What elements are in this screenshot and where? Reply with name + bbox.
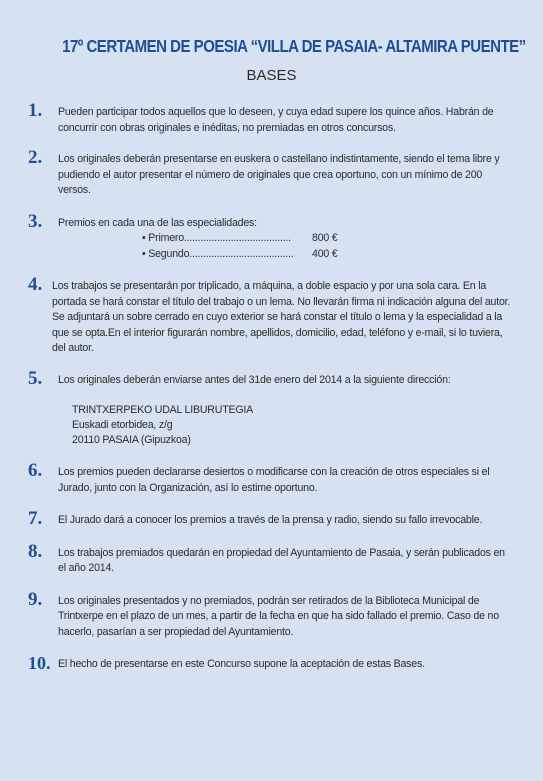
address-line: TRINTXERPEKO UDAL LIBURUTEGIA	[72, 404, 253, 416]
address-line: 20110 PASAIA (Gipuzkoa)	[72, 434, 191, 446]
rule-text: El hecho de presentarse en este Concurso supone la aceptación de estas Bases.	[58, 658, 425, 670]
rule-text: Los originales presentados y no premiados, podrán ser retirados de la Biblioteca Municipal de Trintxerpe en el plazo de un mes, a partir de la fecha en que ha sido fallado el premio. Caso de no hacerlo, pasarían a ser propiedad del Ayuntamiento.	[58, 594, 499, 638]
prize-amount: 400 €	[312, 247, 338, 260]
rule-number: 10.	[28, 653, 51, 673]
rule-number: 5.	[28, 367, 43, 389]
rule-text: Pueden participar todos aquellos que lo deseen, y cuya edad supere los quince años. Habrán de concurrir con obras originales e inéditas, no premiadas en otros concursos.	[58, 106, 494, 134]
rule-4	[28, 274, 515, 357]
rule-text: El Jurado dará a conocer los premios a través de la prensa y radio, siendo su fallo irrevocable.	[58, 514, 483, 526]
rule-number: 1.	[28, 100, 43, 121]
rule-number: 2.	[28, 147, 43, 168]
rule-text: Los originales deberán presentarse en euskera o castellano indistintamente, siendo el tema libre y pudiendo el autor presentar el número de originales que crea oportuno, con un mínimo de 200 versos.	[58, 153, 500, 196]
address-line: Euskadi etorbidea, z/g	[72, 419, 173, 431]
rule-8	[28, 540, 515, 577]
rule-number: 4.	[28, 274, 43, 295]
rule-2	[28, 147, 515, 199]
page-title: 17º CERTAMEN DE POESIA “VILLA DE PASAIA- ALTAMIRA PUENTE”	[62, 36, 526, 56]
prize-label: • Primero.......................................	[142, 232, 291, 244]
prize-row	[58, 231, 515, 247]
rule-text: Los originales deberán enviarse antes del 31de enero del 2014 a la siguiente dirección:	[58, 373, 451, 386]
rule-10	[28, 653, 515, 673]
rule-9	[28, 588, 515, 641]
rule-text: Los trabajos se presentarán por triplicado, a máquina, a doble espacio y por una sola cara. En la portada se hará constar el título del trabajo o un lema. No llevarán firma ni indicación alguna del autor. Se adjuntará un sobre cerrado en cuyo exterior se hará constar el título o lema y la especialidad a la que se opta.En el interior figurarán nombre, apellidos, domicilio, edad, teléfono y e-mail, si lo tuviera, del autor.	[52, 280, 511, 354]
rule-3	[28, 210, 515, 263]
rule-6	[28, 460, 515, 496]
rule-text: Los premios pueden declararse desiertos o modificarse con la creación de otros especiales si el Jurado, junto con la Organización, así lo estime oportuno.	[58, 466, 490, 494]
rule-1	[28, 100, 515, 136]
rule-number: 6.	[28, 460, 43, 481]
rule-text: Los trabajos premiados quedarán en propiedad del Ayuntamiento de Pasaia, y serán publicados en el año 2014.	[58, 546, 505, 574]
address-block	[58, 403, 515, 448]
rule-text: Premios en cada una de las especialidades:	[58, 216, 257, 229]
page-subtitle: BASES	[246, 67, 297, 84]
rule-number: 9.	[28, 588, 43, 610]
prize-amount: 800 €	[312, 232, 338, 244]
rule-number: 3.	[28, 210, 43, 232]
rules-list	[28, 100, 515, 673]
rule-number: 7.	[28, 508, 43, 529]
rule-7	[28, 508, 515, 529]
rule-5	[28, 367, 515, 449]
prize-row	[58, 247, 515, 263]
prize-label: • Segundo......................................	[142, 247, 294, 260]
rule-number: 8.	[28, 540, 43, 562]
